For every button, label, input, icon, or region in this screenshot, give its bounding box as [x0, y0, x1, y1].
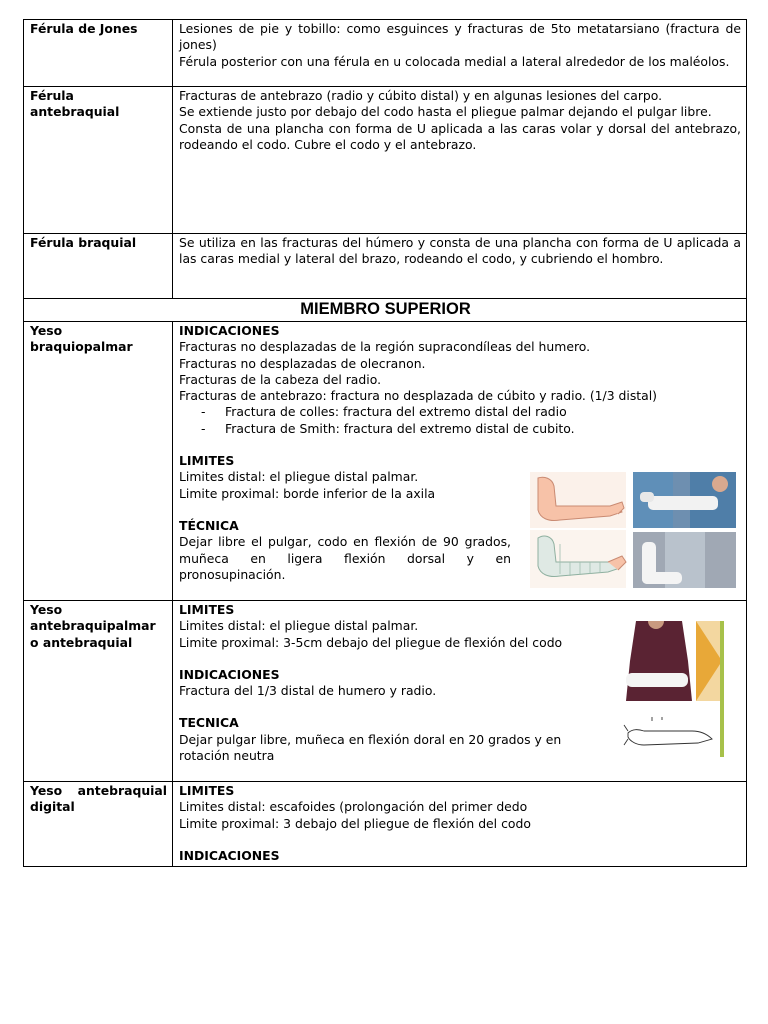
- arm-cast-illustration: [530, 472, 736, 588]
- row-label: Yeso braquiopalmar: [30, 323, 133, 355]
- table-row-ferula-antebraquial: [24, 87, 747, 234]
- arm-cast-figure: [530, 472, 736, 588]
- text-line: Fractura del 1/3 distal de humero y radio.: [179, 683, 437, 699]
- table-row-ferula-braquial: [24, 234, 747, 299]
- section-title: MIEMBRO SUPERIOR: [24, 299, 747, 322]
- text-line: Limites distal: el pliegue distal palmar.: [179, 469, 419, 485]
- forearm-cast-figure: [622, 621, 730, 757]
- text-line: Férula posterior con una férula en u colocada medial a lateral alrededor de los maléolos.: [179, 53, 730, 69]
- row-label: Férula de Jones: [30, 21, 138, 36]
- cast-line-drawing: [628, 730, 712, 745]
- limits-heading: LIMITES: [179, 453, 235, 469]
- row-content-cell: [173, 322, 747, 601]
- text-line: Se utiliza en las fracturas del húmero y consta de una plancha con forma de U aplicada a las caras medial y lateral del brazo, rodeando el codo, y cubriendo el hombro.: [179, 235, 741, 267]
- row-content-cell: [173, 601, 747, 782]
- text-line: Fracturas de antebrazo: fractura no desplazada de cúbito y radio. (1/3 distal): [179, 388, 658, 404]
- splint-table: [23, 19, 747, 867]
- text-line: Dejar libre el pulgar, codo en flexión de 90 grados, muñeca en ligera flexión dorsal y en pronosupinación.: [179, 534, 511, 582]
- indications-heading: INDICACIONES: [179, 847, 280, 863]
- technique-heading: TECNICA: [179, 715, 239, 731]
- table-row-yeso-braquiopalmar: [24, 322, 747, 601]
- text-line: Dejar pulgar libre, muñeca en flexión doral en 20 grados y en rotación neutra: [179, 731, 562, 764]
- text-line: Fracturas no desplazadas de la región supracondíleas del humero.: [179, 339, 591, 355]
- limits-heading: LIMITES: [179, 602, 235, 617]
- text-line: Fracturas no desplazadas de olecranon.: [179, 355, 426, 371]
- row-content-cell: [173, 87, 747, 234]
- table-row-ferula-jones: [24, 20, 747, 87]
- text-line: Limite proximal: 3 debajo del pliegue de flexión del codo: [179, 815, 531, 831]
- row-content-cell: [173, 20, 747, 87]
- row-label: Yeso antebraquial digital: [30, 783, 167, 815]
- text-line: Limites distal: el pliegue distal palmar.: [179, 618, 419, 634]
- indications-heading: INDICACIONES: [179, 323, 280, 338]
- fracture-subtype-list: [179, 404, 741, 437]
- limits-heading: LIMITES: [179, 783, 235, 798]
- text-line: Lesiones de pie y tobillo: como esguinces y fracturas de 5to metatarsiano (fractura de jones): [179, 21, 741, 53]
- forearm-cast-illustration: [622, 621, 730, 757]
- row-label-cell: [24, 322, 173, 601]
- text-line: Fracturas de antebrazo (radio y cúbito distal) y en algunas lesiones del carpo.: [179, 88, 663, 103]
- row-content-cell: [173, 234, 747, 299]
- text-line: Fracturas de la cabeza del radio.: [179, 371, 382, 387]
- cast-photo: [626, 673, 688, 687]
- row-label-cell: [24, 20, 173, 87]
- row-label-cell: [24, 234, 173, 299]
- row-content-cell: [173, 782, 747, 867]
- text-line: Se extiende justo por debajo del codo hasta el pliegue palmar dejando el pulgar libre.: [179, 104, 712, 120]
- cast-photo: [648, 496, 718, 510]
- section-header-row: [24, 299, 747, 322]
- row-label: Férula braquial: [30, 235, 137, 250]
- text-line: Consta de una plancha con forma de U aplicada a las caras volar y dorsal del antebrazo, rodeando el codo. Cubre el codo y el antebrazo.: [179, 120, 741, 152]
- technique-heading: TÉCNICA: [179, 517, 239, 533]
- table-row-yeso-antebraquipalmar: [24, 601, 747, 782]
- indications-heading: INDICACIONES: [179, 666, 280, 682]
- list-item: - Fractura de colles: fractura del extremo distal del radio: [201, 404, 741, 420]
- list-item: - Fractura de Smith: fractura del extremo distal de cubito.: [201, 421, 741, 437]
- row-label: Férula antebraquial: [30, 88, 120, 120]
- table-row-yeso-antebraquial-digital: [24, 782, 747, 867]
- row-label: Yeso antebraquipalmar o antebraquial: [30, 602, 156, 650]
- row-label-cell: [24, 87, 173, 234]
- row-label-cell: [24, 782, 173, 867]
- text-line: Limites distal: escafoides (prolongación del primer dedo: [179, 799, 528, 815]
- text-line: Limite proximal: borde inferior de la axila: [179, 485, 436, 501]
- text-line: Limite proximal: 3-5cm debajo del pliegue de flexión del codo: [179, 634, 563, 650]
- row-label-cell: [24, 601, 173, 782]
- shirt-photo: [626, 621, 692, 701]
